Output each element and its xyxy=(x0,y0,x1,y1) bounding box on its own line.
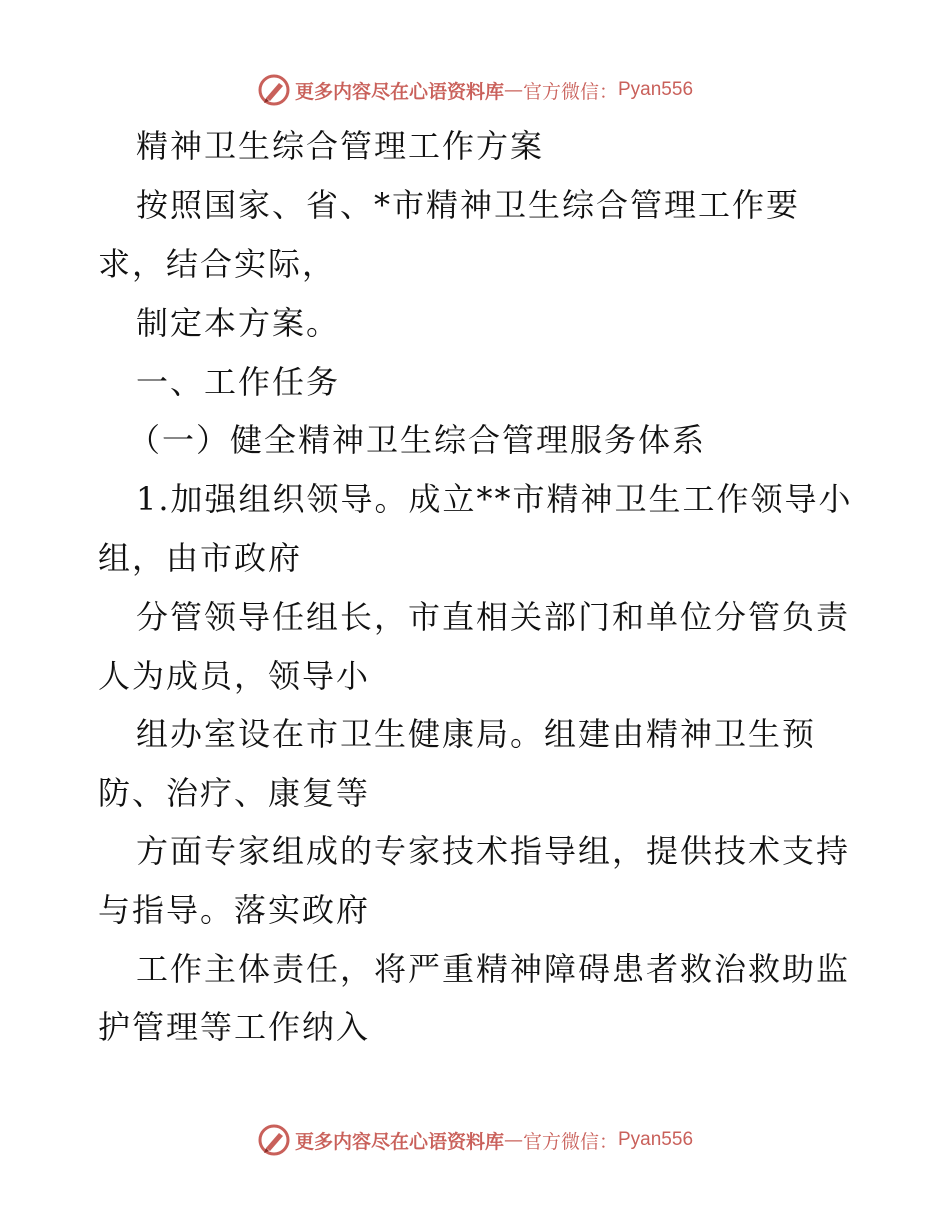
banner-main-text: 更多内容尽在心语资料库 xyxy=(294,1130,504,1153)
paragraph-line: 组，由市政府 xyxy=(98,539,303,577)
document-title: 精神卫生综合管理工作方案 xyxy=(136,127,545,165)
banner-wechat-label: 官方微信： xyxy=(522,80,618,103)
banner-dash: — xyxy=(503,79,523,101)
paragraph-line: 方面专家组成的专家技术指导组，提供技术支持 xyxy=(136,832,851,870)
paragraph-line: 1.加强组织领导。成立**市精神卫生工作领导小 xyxy=(136,480,853,518)
paragraph-line: 与指导。落实政府 xyxy=(98,891,371,929)
header-watermark-banner xyxy=(0,70,950,110)
banner-wechat-id: Pyan556 xyxy=(618,79,694,100)
paragraph-line: 工作主体责任，将严重精神障碍患者救治救助监 xyxy=(136,950,851,988)
banner-wechat-id: Pyan556 xyxy=(618,1129,694,1150)
paragraph-line: 护管理等工作纳入 xyxy=(98,1008,371,1046)
paragraph-line: 人为成员，领导小 xyxy=(98,657,371,695)
pen-circle-logo-icon xyxy=(257,73,291,107)
paragraph-line: 组办室设在市卫生健康局。组建由精神卫生预 xyxy=(136,715,817,753)
subsection-heading: （一）健全精神卫生综合管理服务体系 xyxy=(128,421,707,459)
footer-watermark-banner xyxy=(0,1120,950,1160)
paragraph-line: 制定本方案。 xyxy=(136,304,341,342)
banner-wechat-label: 官方微信： xyxy=(522,1130,618,1153)
banner-main-text: 更多内容尽在心语资料库 xyxy=(294,80,504,103)
pen-circle-logo-icon xyxy=(257,1123,291,1157)
section-heading: 一、工作任务 xyxy=(136,363,341,401)
banner-dash: — xyxy=(503,1129,523,1151)
paragraph-line: 按照国家、省、*市精神卫生综合管理工作要 xyxy=(136,186,801,224)
paragraph-line: 防、治疗、康复等 xyxy=(98,774,371,812)
paragraph-line: 分管领导任组长，市直相关部门和单位分管负责 xyxy=(136,598,851,636)
paragraph-line: 求，结合实际， xyxy=(98,245,337,283)
